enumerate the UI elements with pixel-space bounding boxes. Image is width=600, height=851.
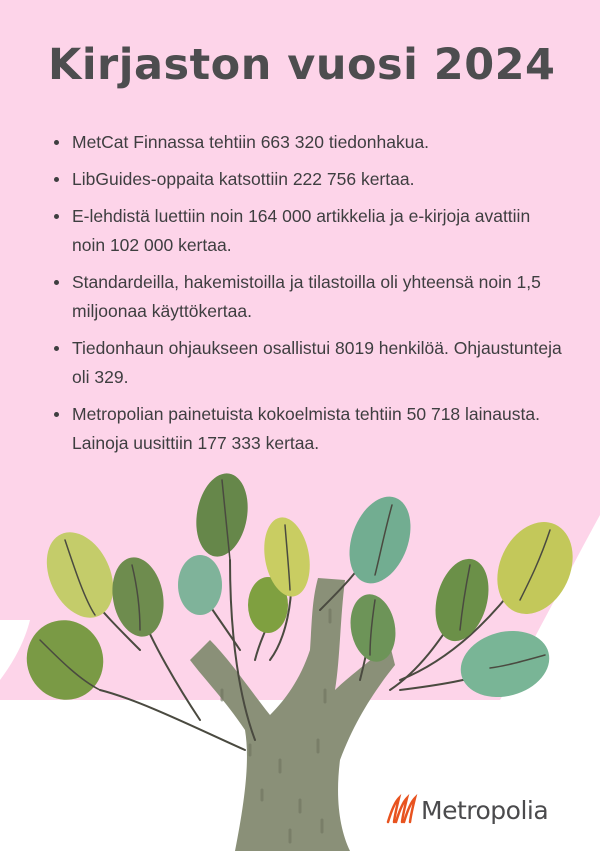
metropolia-m-icon [385, 794, 419, 826]
stats-list [48, 128, 568, 466]
stat-item: LibGuides-oppaita katsottiin 222 756 kertaa. [48, 165, 568, 194]
stat-item: Metropolian painetuista kokoelmista tehtiin 50 718 lainausta. Lainoja uusittiin 177 333 kertaa. [48, 400, 568, 458]
metropolia-logo [385, 792, 548, 828]
stat-item: MetCat Finnassa tehtiin 663 320 tiedonhakua. [48, 128, 568, 157]
poster-title: Kirjaston vuosi 2024 [48, 40, 556, 90]
stat-item: E-lehdistä luettiin noin 164 000 artikkelia ja e-kirjoja avattiin noin 102 000 kertaa. [48, 202, 568, 260]
brand-name: Metropolia [421, 795, 549, 825]
stat-item: Standardeilla, hakemistoilla ja tilastoilla oli yhteensä noin 1,5 miljoonaa käyttökertaa. [48, 268, 568, 326]
stat-item: Tiedonhaun ohjaukseen osallistui 8019 henkilöä. Ohjaustunteja oli 329. [48, 334, 568, 392]
